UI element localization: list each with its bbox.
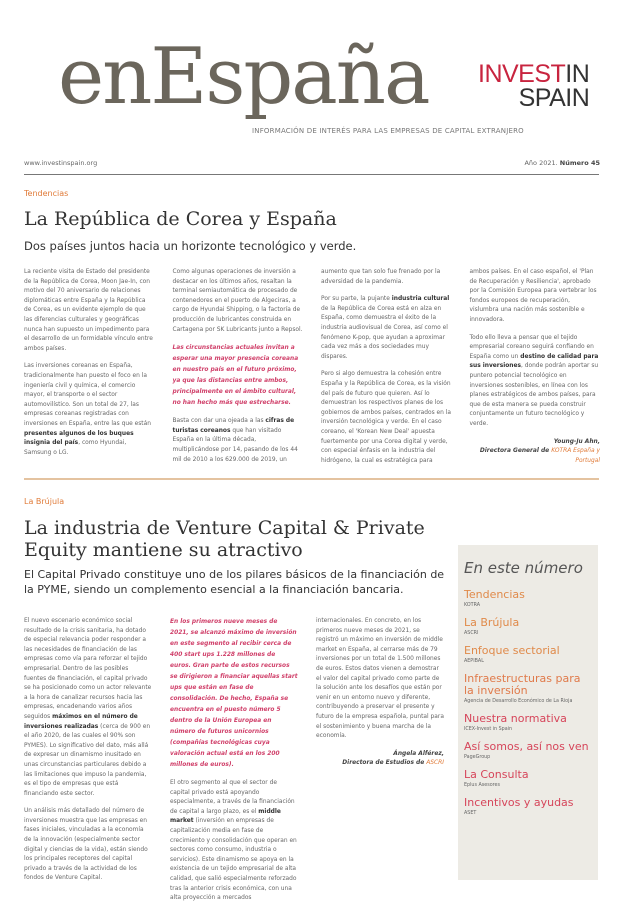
text-run: La reciente visita de Estado del presidente de la República de Corea, Moon Jae-In, con motivo del 70 aniversario de relaciones diplomáticas entre España y la República de Corea, es un evidente ejemplo de que las diferencias culturales y geográficas nunca han supuesto un impedimento para el desarrollo de un formidable vínculo entre ambos países. — [24, 269, 153, 352]
text-run: de la República de Corea está en alza en España, como demuestra el éxito de la industria audiovisual de Corea, así como el fenómeno K-pop, que ayudan a aproximar cada vez más a dos sociedades muy dispares. — [321, 305, 448, 360]
section-label: Tendencias — [24, 189, 69, 198]
text-run: Basta con dar una ojeada a las — [172, 418, 266, 425]
sidebar-item[interactable] — [464, 769, 592, 788]
sidebar-item[interactable] — [464, 645, 592, 664]
sidebar-item-title[interactable]: Infraestructuras para la inversión — [464, 672, 581, 697]
in-this-issue-box — [458, 545, 598, 880]
article-subtitle: Dos países juntos hacia un horizonte tecnológico y verde. — [24, 239, 357, 253]
signature — [316, 750, 444, 769]
text-run: (inversión en empresas de capitalización media en fase de crecimiento y consolidación que operan en sectores como consumo, industria o servicios). Este dinamismo se apoya en la existencia de un tejido empresarial de alta calidad, que salió especialmente reforzado tras la anterior crisis económica, con una alta proyección a mercados internacionales. En concreto, en los primeros nueve meses de 2021, se registró un máximo en inversión de middle market en España, al cerrarse más de 79 inversiones por un total de 1.500 millones de euros. Estos datos vienen a demostrar el valor del capital privado como parte de la solución ante los desafíos que están por venir en un entorno nuevo y diferente, contribuyendo a preservar el presente y futuro de la empresa española, puntal para el sostenimiento y buena marcha de la economía. — [170, 618, 444, 902]
sidebar-item[interactable] — [464, 589, 592, 608]
tagline: INFORMACIÓN DE INTERÉS PARA LAS EMPRESAS DE CAPITAL EXTRANJERO — [252, 127, 524, 135]
sidebar-item[interactable] — [464, 673, 592, 704]
bold-text: máximos en el número de inversiones realizadas — [24, 713, 138, 730]
sidebar-item-source: Eplus Asesores — [464, 783, 500, 788]
sidebar-item-source: ICEX-Invest in Spain — [464, 727, 513, 732]
text-run: , como Hyundai, Samsung o LG. — [24, 440, 127, 456]
article-body — [24, 617, 444, 907]
paragraph — [24, 617, 152, 799]
sidebar-item-title[interactable]: Nuestra normativa — [464, 712, 567, 725]
year: Año 2021. — [524, 159, 558, 167]
brand-invest: INVEST — [478, 60, 566, 88]
sidebar-item-title[interactable]: La Consulta — [464, 768, 529, 781]
brand-in: IN — [565, 60, 590, 88]
text-run: , donde podrán aportar su puntero potencial tecnológico en inversiones sostenibles, en línea con los planes estratégicos de ambos países, para que de esta manera se pueda construir conjuntamente un futuro tecnológico y verde. — [469, 363, 599, 427]
author-name: Young-Ju Ahn, — [553, 438, 600, 445]
text-run: Por su parte, la pujante — [321, 296, 392, 303]
author-org: ASCRI — [426, 760, 444, 767]
text-run: Un análisis más detallado del número de inversiones muestra que las empresas en fases iniciales, vinculadas a la economía de la innovación (especialmente sector digital y ciencias de la vida), están siendo los principales receptores del capital privado a través de la actividad de los fondos de Venture Capital. — [24, 808, 148, 882]
text-run: Las inversiones coreanas en España, tradicionalmente han puesto el foco en la ingeniería civil y química, el comercio mayor, el transporte o el sector automovilístico. Son un total de 27, las empresas coreanas registradas con inversiones en España, entre las que están — [24, 363, 151, 427]
author-role: Directora General de — [479, 448, 552, 455]
bold-text: destino de calidad para sus inversiones — [469, 353, 599, 370]
pull-quote — [173, 343, 304, 409]
text-run: Las circunstancias actuales invitan a esperar una mayor presencia coreana en nuestro país en el futuro próximo, ya que las distancias entre ambos, principalmente en el ámbito cultural, no han hecho más que estrecharse. — [172, 345, 299, 407]
sidebar-item[interactable] — [464, 741, 592, 760]
sidebar-item-source: Agencia de Desarrollo Económico de La Rioja — [464, 699, 573, 704]
bold-text: middle market — [170, 808, 281, 825]
sidebar-item[interactable] — [464, 713, 592, 732]
paragraph — [24, 362, 155, 458]
sidebar-item-source: AEPIBAL — [464, 659, 484, 664]
text-run: El otro segmento al que el sector de capital privado está apoyando especialmente, a través de la financiación de capital a largo plazo, es el — [170, 780, 295, 815]
issue-number: Número 45 — [559, 159, 600, 167]
text-run: Pero si algo demuestra la cohesión entre España y la República de Corea, es la visión del país de futuro que quieren. Así lo demuestran los respectivos planes de los gobiernos de ambos países, centrados en la inversión tecnológica y verde. En el caso coreano, el 'Korean New Deal' apuesta fuertemente por una Corea digital y verde, con especial énfasis en la industria del hidrógeno, la cual es estratégica para ambos países. En el caso español, el 'Plan de Recuperación y Resiliencia', aprobado por la Comisión Europea para vertebrar los fondos europeos de recuperación, vislumbra una nación más sostenible e innovadora. — [321, 269, 597, 464]
author-org: KOTRA España y Portugal — [551, 448, 600, 464]
sidebar-item-title[interactable]: Enfoque sectorial — [464, 644, 560, 657]
sidebar-item[interactable] — [464, 617, 592, 636]
invest-in-spain-logo — [478, 62, 589, 110]
text-run: que han visitado España en la última década, multiplicándose por 14, pasando de los 44 mil de 2010 a los 629.000 de 2019, un aumento que tan solo fue frenado por la adversidad de la pandemia. — [172, 269, 441, 463]
pull-quote — [170, 617, 298, 771]
paragraph — [173, 268, 304, 335]
paragraph — [24, 807, 152, 884]
sidebar-item-title[interactable]: Así somos, así nos ven — [464, 740, 589, 753]
sidebar-item-title[interactable]: Tendencias — [464, 588, 525, 601]
article-title: La industria de Venture Capital & Private Equity mantiene su atractivo — [24, 517, 425, 561]
sidebar-item-title[interactable]: La Brújula — [464, 616, 520, 629]
sidebar-item-source: ASET — [464, 811, 477, 816]
text-run: En los primeros nueve meses de 2021, se alcanzó máximo de inversión en este segmento al recibir cerca de 400 start ups 1.228 millones de euros. Gran parte de estos recursos se dirigieron a financiar aquellas start ups que están en fase de consolidación. De hecho, España se encuentra en el puesto número 5 dentro de la Unión Europea en número de futuros unicornios (compañías tecnológicas cuya valoración actual está en los 200 millones de euros). — [170, 619, 298, 768]
bold-text: presentes algunos de los buques insignia del país — [24, 430, 134, 447]
section-label: La Brújula — [24, 497, 65, 506]
bold-text: cifras de turistas coreanos — [172, 418, 295, 434]
paragraph — [470, 334, 601, 430]
header-divider — [24, 174, 599, 175]
section-divider — [24, 478, 599, 480]
brand-spain: SPAIN — [518, 84, 590, 112]
article-subtitle: El Capital Privado constituye uno de los pilares básicos de la financiación de la PYME, siendo un complemento esencial a la financiación bancaria. — [24, 568, 445, 596]
website-link[interactable]: www.investinspain.org — [24, 159, 98, 167]
sidebar-title: En este número — [464, 559, 583, 577]
author-name: Ángela Alférez, — [393, 750, 444, 757]
paragraph — [24, 268, 155, 354]
text-run: Todo ello lleva a pensar que el tejido empresarial coreano seguirá confiando en España como un — [469, 334, 594, 360]
author-role: Directora de Estudios de — [342, 760, 427, 767]
logo-enespana: enEspaña — [58, 32, 429, 122]
article-body — [24, 268, 600, 473]
text-run: Como algunas operaciones de inversión a destacar en los últimos años, resaltan la terminal semiautomática de procesado de contenedores en el puerto de Algeciras, a cargo de Hyundai Shipping, o la factoría de producción de lubricantes construida en Cartagena por SK Lubricants junto a Repsol. — [172, 269, 303, 333]
article-title: La República de Corea y España — [24, 208, 337, 230]
issue-info — [524, 159, 600, 167]
text-run: (cerca de 900 en el año 2020, de las cuales el 90% son PYMES). Lo significativo del dato, más allá de expresar un dinamismo inusitado en unas circunstancias particulares debido a las limitaciones que impuso la pandemia, es el tipo de empresas que está financiando este sector. — [24, 723, 151, 797]
text-run: El nuevo escenario económico social resultado de la crisis sanitaria, ha dotado de especial relevancia poder responder a las necesidades de financiación de las empresas como vía para reforzar el tejido empresarial. Dentro de las posibles fuentes de financiación, el capital privado se ha posicionado como un actor relevante a la hora de canalizar recursos hacia las empresas, encadenando varios años seguidos — [24, 618, 152, 720]
sidebar-item-source: KOTRA — [464, 603, 481, 608]
signature — [470, 438, 601, 467]
paragraph — [321, 295, 452, 362]
sidebar-item-title[interactable]: Incentivos y ayudas — [464, 796, 574, 809]
sidebar-item[interactable] — [464, 797, 592, 816]
sidebar-item-source: ASCRI — [464, 631, 479, 636]
bold-text: industria cultural — [391, 296, 450, 303]
sidebar-item-source: PageGroup — [464, 755, 491, 760]
